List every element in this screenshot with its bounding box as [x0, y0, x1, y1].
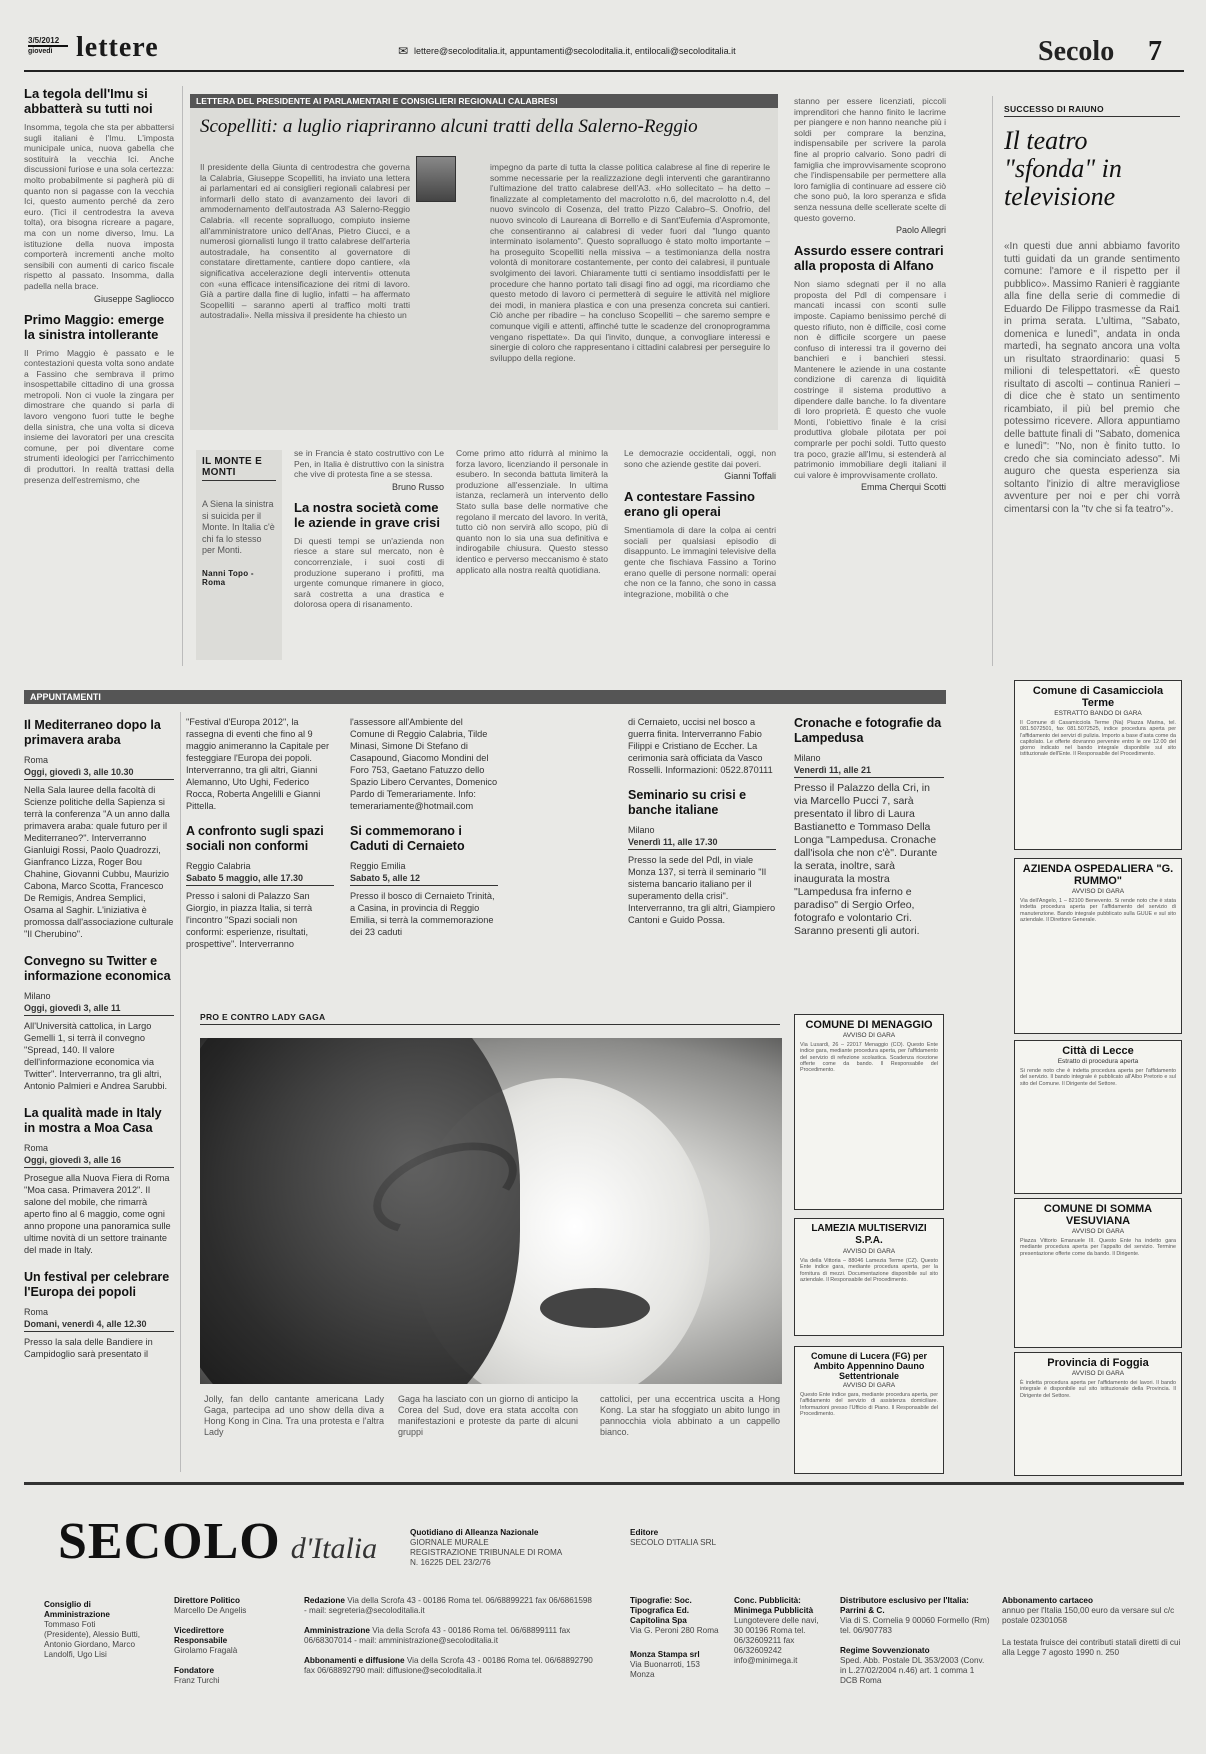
- event-3: [24, 1270, 174, 1360]
- article-body: Il Primo Maggio è passato e le contestazioni questa volta sono andate a Fassino che sembrava il primo insospettabile cittadino di una grossa metropoli. Non ci vuole la zingara per dimostrare che quando si parla di lavoro vengono fuori tutte le beghe della sinistra, che una volta si diceva insieme dei lavoratori per una crescita comune, per poi diventare come strumenti ideologici per l'arricchimento di produttori. In realtà trattasi della presenza dell'estremismo, che: [24, 347, 174, 485]
- article-signature: Gianni Toffali: [724, 471, 776, 482]
- footer-editore: Editore SECOLO D'ITALIA SRL: [630, 1528, 717, 1547]
- lower-col-1: [294, 448, 444, 664]
- event-place: Roma: [24, 1307, 49, 1317]
- article-signature: Giuseppe Sagliocco: [93, 293, 174, 304]
- event-body: "Festival d'Europa 2012", la rassegna di eventi che fino al 9 maggio animeranno la Capitale per festeggiare l'Europa dei popoli. Interverranno, tra gli altri, Gianni Alemanno, Uto Ughi, Federico Rocca, Roberta Angelilli e Gianni Pittella.: [186, 717, 330, 811]
- event-place: Roma: [24, 1143, 49, 1153]
- article-title: La tegola dell'Imu si abbatterà su tutti noi: [24, 86, 153, 116]
- event-date: Venerdì 11, alle 17.30: [628, 836, 776, 850]
- event-place: Roma: [24, 755, 49, 765]
- article-title: La nostra società come le aziende in grave crisi: [294, 499, 440, 530]
- events-col-2: [186, 716, 334, 1006]
- event-place: Milano: [24, 991, 51, 1001]
- footer-col-5: Conc. Pubblicità: Minimega Pubblicità Lungotevere delle navi, 30 00196 Roma tel. 06/32609211 fax 06/32609242 info@minimega.it: [734, 1596, 819, 1665]
- event-title: Si commemorano i Caduti di Cernaieto: [350, 824, 465, 853]
- event-date: Oggi, giovedì 3, alle 16: [24, 1154, 174, 1168]
- footer-info: Quotidiano di Alleanza Nazionale GIORNALE MURALE REGISTRAZIONE TRIBUNALE DI ROMA N. 16225 DEL 23/2/76: [410, 1528, 563, 1567]
- event-body: Prosegue alla Nuova Fiera di Roma "Moa casa. Primavera 2012". Il salone del mobile, che rimarrà aperto fino al 6 maggio, come ogni anno propone una panoramica sulle ultime novità di un settore trainante del made in Italy.: [24, 1173, 171, 1255]
- right-body: «In questi due anni abbiamo favorito tutti guidati da un grande sentimento comune: l'amore e il rispetto per il pubblico». Massimo Ranieri è raggiante alla fine della serie di commedie di Eduardo De Filippo trasmesse da Rai1 in prima serata. L'ultima, "Sabato, domenica e lunedì", andata in onda martedì, ha segnato ancora una volta un risultato straordinario: quasi 5 milioni di telespettatori. «È questo risultato di ascolti – continua Ranieri – di dice che è stato un sentimento ricambiato, il più bel premio che potessimo ricevere. Allora appuntiamo delle battute finali di "Sabato, domenica e lunedì": "No, non è finito tutto. Io credo che sia cominciato adesso". Mi auguro che questa esperienza sia soltanto l'inizio di altre meravigliose avventure per noi e per chi vorrà cimentarsi con la "tv che si fa teatro"».: [1004, 241, 1180, 515]
- sidebar-body: A Siena la sinistra si suicida per il Monte. In Italia c'è chi fa lo stesso per Monti.: [202, 499, 275, 555]
- event-place: Milano: [794, 753, 821, 763]
- footer-rule: [24, 1482, 1184, 1485]
- sidebar-box: [196, 450, 282, 660]
- email-icon: ✉: [398, 44, 409, 58]
- event-0: [24, 718, 174, 940]
- ad-menaggio: COMUNE DI MENAGGIO AVVISO DI GARA Via Lusardi, 26 – 22017 Menaggio (CO). Questo Ente indice gara, mediante procedura aperta, per l'affidamento del servizio di refezione scolastica. Scadenza ricezione offerte come da bando. Il Responsabile del Procedimento.: [794, 1014, 944, 1210]
- events-col-3: [350, 716, 498, 1006]
- photo-caption-3: cattolici, per una eccentrica uscita a Hong Kong. La star ha sfoggiato un abito lungo in pannocchia viola abbinato a un cappello bianco.: [600, 1394, 780, 1437]
- event-date: Domani, venerdì 4, alle 12.30: [24, 1318, 174, 1332]
- hair-shape: [200, 1038, 520, 1384]
- event-1: [24, 954, 174, 1092]
- ad-lecce: Città di Lecce Estratto di procedura aperta Si rende noto che è indetta procedura aperta per l'affidamento del servizio. Il bando integrale è pubblicato all'Albo Pretorio e sul sito del Comune. Il Dirigente del Settore.: [1014, 1040, 1182, 1194]
- events-col-5: [794, 712, 944, 1012]
- article-body: stanno per essere licenziati, piccoli imprenditori che hanno finito le lacrime per piangere e non hanno neanche più i soldi per comprare la benzina, indispensabile per scrivere la parola fine al proprio calvario. Sono padri di famiglia che improvvisamente scoprono che l'indispensabile per permettere alla loro famiglia di continuare ad essere ciò che sono può, la loro speranza e sfida senza nessuna delle scellerate scelte di questo governo.: [794, 96, 946, 223]
- events-col-1: [24, 712, 174, 1472]
- event-date: Venerdì 11, alle 21: [794, 764, 944, 778]
- event-body: Presso i saloni di Palazzo San Giorgio, in piazza Italia, si terrà l'incontro "Spazi sociali non conformi: esperienze, risultati, prospettive". Interverranno: [186, 891, 313, 949]
- footer-logo: SECOLO d'Italia: [58, 1513, 378, 1570]
- author-photo: [416, 156, 456, 202]
- header-rule: [24, 70, 1184, 72]
- event-place: Reggio Calabria: [186, 861, 251, 871]
- left-column: [24, 86, 174, 666]
- event-title: Seminario su crisi e banche italiane: [628, 788, 747, 817]
- photo-kicker: PRO E CONTRO LADY GAGA: [200, 1012, 780, 1025]
- article-body: Di questi tempi se un'azienda non riesce a stare sul mercato, non è concorrenziale, i suoi costi di produzione superano i profitti, ma urgente comunque rimanere in gioco, sarà costretta a una drastica e dolorosa opera di risanamento.: [294, 535, 444, 610]
- main-letter-col1: Il presidente della Giunta di centrodestra che governa la Calabria, Giuseppe Scopelliti, ha inviato una lettera ai parlamentari ed ai consiglieri regionali calabresi per informarli dello stato di avanzamento dei lavori di ammodernamento dell'autostrada A3 Salerno-Reggio Calabria. «Il recente sopralluogo, compiuto insieme all'amministratore unico dell'Anas, Pietro Ciucci, e a numerosi giornalisti lungo il tratto calabrese dell'arteria autostradale, ha consentito al governatore di constatare direttamente, cantiere dopo cantiere, «la significativa accelerazione degli interventi» ottenuta con «una efficace intensificazione dei ritmi di lavoro. Già a partire dalla fine di luglio, infatti – ha affermato Scopelliti – saranno aperti al traffico molti tratti autostradali». Nella missiva il presidente ha chiesto un: [200, 162, 410, 321]
- ad-rummo: AZIENDA OSPEDALIERA "G. RUMMO" AVVISO DI GARA Via dell'Angelo, 1 – 82100 Benevento. Si rende noto che è stata indetta procedura aperta per l'affidamento del servizio di manutenzione. Bando integrale pubblicato sulla GUUE e sul sito aziendale. Il Direttore Generale.: [1014, 858, 1182, 1034]
- event-body: Presso la sede del Pdl, in viale Monza 137, si terrà il seminario "Il sistema bancario italiano per il superamento della crisi". Interverranno, tra gli altri, Giampiero Cantoni e Guido Possa.: [628, 855, 776, 925]
- event-title: Un festival per celebrare l'Europa dei popoli: [24, 1270, 170, 1299]
- sidebar-signature: Nanni Topo - Roma: [202, 568, 254, 587]
- page-number: 7: [1148, 36, 1162, 67]
- event-date: Sabato 5, alle 12: [350, 872, 498, 886]
- article-title: A contestare Fassino erano gli operai: [624, 489, 756, 520]
- main-letter-box: [190, 94, 778, 430]
- header-date: 3/5/2012 giovedì: [28, 36, 68, 56]
- column-rule: [180, 712, 181, 1472]
- lower-col-2: [456, 448, 608, 664]
- section-title: lettere: [76, 32, 159, 63]
- photo-caption-1: Jolly, fan dello cantante americana Lady Gaga, partecipa ad uno show della diva a Hong Kong in Cina. Tra una protesta e l'altra Lady: [204, 1394, 384, 1437]
- main-letter-col2: impegno da parte di tutta la classe politica calabrese al fine di reperire le somme necessarie per la realizzazione degli interventi che garantiranno l'ultimazione del tratto calabrese dell'A3. «Ho sollecitato – ha detto – finalizzate al completamento del macrolotto n.6, del macrolotto n.4, del nuovo svincolo di Cosenza, del tratto Pizzo Calabro–S. Onofrio, del nuovo svincolo di Laureana di Borrello e di Sant'Eufemia d'Aspromonte, che consentiranno ai calabresi di veder fuori dal "lungo quanto interminato isolamento". Questo sopralluogo è stato molto importante – ha proseguito Scopelliti nella missiva – a testimonianza della nostra volontà di monitorare costantemente, per conto dei calabresi, il puntuale svolgimento dei lavori. Chiaramente tutti ci sentiamo insoddisfatti per le procedure che hanno portato tali disagi fino ad oggi, ma ricordiamo che questo metodo di lavoro ci permetterà di seguire le attività nel migliore dei modi, in maniera plastica e con una presenza concreta sui cantieri. Ciò anche per ribadire – ha concluso Scopelliti – che saremo sempre e comunque vigili e attenti, affinché tutte le scadenze del cronoprogramma vengano rispettate». Da qui l'invito, dunque, a convogliare interessi e sinergie di coloro che rappresentano i cittadini calabresi per perseguire lo sviluppo della regione.: [490, 162, 770, 363]
- article-title: Primo Maggio: emerge la sinistra intollerante: [24, 311, 165, 342]
- article-signature: Paolo Allegri: [895, 225, 946, 236]
- event-body: Presso il bosco di Cernaieto Trinità, a Casina, in provincia di Reggio Emilia, si terrà la commemorazione dei 23 caduti: [350, 891, 495, 937]
- footer-col-3: Redazione Via della Scrofa 43 - 00186 Roma tel. 06/68899221 fax 06/6861598 - mail: segreteria@secoloditalia.it Amministrazione Via della Scrofa 43 - 00186 Roma tel. 06/68899111 fax 06/68307014 - mail: amministrazione@secoloditalia.it Abbonamenti e diffusione Via della Scrofa 43 - 00186 Roma tel. 06/68892790 fax 06/68892790 mail: diffusione@secoloditalia.it: [304, 1596, 593, 1675]
- header-emails: lettere@secoloditalia.it, appuntamenti@secoloditalia.it, entilocali@secoloditalia.it: [414, 46, 736, 56]
- footer-col-2: Direttore Politico Marcello De Angelis Vicedirettore Responsabile Girolamo Fragalà Fondatore Franz Turchi: [174, 1596, 247, 1685]
- mid-column: [794, 96, 946, 666]
- article-title: Assurdo essere contrari alla proposta di Alfano: [794, 243, 944, 274]
- lower-col-3: [624, 448, 776, 664]
- event-date: Oggi, giovedì 3, alle 11: [24, 1002, 174, 1016]
- ad-casamicciola: Comune di Casamicciola Terme ESTRATTO BANDO DI GARA Il Comune di Casamicciola Terme (Na) Piazza Marina, tel. 081.5072501, fax 081.5072525, indice procedura aperta per l'affidamento dei servizi di pulizia. Importo a base d'asta come da capitolato. Le offerte dovranno pervenire entro le ore 12.00 del giorno indicato nel bando integrale disponibile sul sito istituzionale dell'Ente. Il Responsabile del Procedimento.: [1014, 680, 1182, 850]
- right-title: Il teatro "sfonda" in televisione: [1004, 126, 1122, 211]
- event-body: l'assessore all'Ambiente del Comune di Reggio Calabria, Tilde Minasi, Simone Di Stefano di Casapound, Giacomo Mondini del Foro 753, Gaetano Fatuzzo dello Spazio Libero Cervantes, Domenico Pardo di Temerariamente. Info: temerariamente@hotmail.com: [350, 717, 498, 811]
- footer-col-1: Consiglio di Amministrazione Tommaso Foti (Presidente), Alessio Butti, Antonio Giordano, Marco Landolfi, Ugo Lisi: [44, 1600, 141, 1659]
- event-title: A confronto sugli spazi sociali non conformi: [186, 824, 324, 853]
- ad-lamezia: LAMEZIA MULTISERVIZI S.P.A. AVVISO DI GARA Via della Vittoria – 88046 Lamezia Terme (CZ). Questo Ente indice gara, mediante procedura aperta, per la fornitura di mezzi. Documentazione disponibile sul sito aziendale. Il Responsabile del Procedimento.: [794, 1218, 944, 1336]
- event-title: Cronache e fotografie da Lampedusa: [794, 716, 942, 745]
- column-rule: [992, 96, 993, 666]
- main-letter-title: Scopelliti: a luglio riapriranno alcuni tratti della Salerno-Reggio: [200, 116, 698, 137]
- main-letter-kicker: LETTERA DEL PRESIDENTE AI PARLAMENTARI E CONSIGLIERI REGIONALI CALABRESI: [190, 94, 778, 108]
- event-title: Convegno su Twitter e informazione economica: [24, 954, 171, 983]
- event-body: di Cernaieto, uccisi nel bosco a guerra finita. Interverranno Fabio Filippi e Cristiano de Eccher. La cerimonia sarà officiata da Vasco Rosselli. Informazioni: 0522.870111: [628, 717, 773, 775]
- event-date: Sabato 5 maggio, alle 17.30: [186, 872, 334, 886]
- column-rule: [182, 86, 183, 666]
- ad-somma-vesuviana: COMUNE DI SOMMA VESUVIANA AVVISO DI GARA Piazza Vittorio Emanuele III. Questo Ente ha indetto gara mediante procedura aperta per l'appalto del servizio. Termine presentazione offerte come da bando. Il Dirigente.: [1014, 1198, 1182, 1348]
- article-body: Insomma, tegola che sta per abbattersi sugli italiani è l'Imu. L'imposta municipale unica, nuova gabella che sostituirà la vecchia Ici. Anche discussioni furiose e una sola certezza: molto probabilmente si pagherà più di quanto non si pagasse con la vecchia Ici, questo aumento perché da zero euro. (Tici il centrodestra la aveva tolta), ora bisogna ricreare a pagare, ma con un nome diverso, Imu. La istituzione della nuova imposta comporterà incrementi anche molto sensibili con aumenti di carico fiscale rispetto al passato. Insomma, dalla padella nella brace.: [24, 122, 174, 291]
- event-place: Milano: [628, 825, 655, 835]
- footer-col-4: Tipografie: Soc. Tipografica Ed. Capitolina Spa Via G. Peroni 280 Roma Monza Stampa srl Via Buonarroti, 153 Monza: [630, 1596, 719, 1679]
- right-column: [1004, 104, 1180, 664]
- event-body: All'Università cattolica, in Largo Gemelli 1, si terrà il convegno "Spread, 140. Il valore dell'informazione economica via Twitter". Interverranno, tra gli altri, Antonio Palmieri e Andrea Sarubbi.: [24, 1021, 168, 1091]
- event-2: [24, 1106, 174, 1256]
- ad-lucera: Comune di Lucera (FG) per Ambito Appennino Dauno Settentrionale AVVISO DI GARA Questo Ente indice gara, mediante procedura aperta, per l'affidamento del servizio di assistenza domiciliare. Informazioni presso l'Ufficio di Piano. Il Responsabile del Procedimento.: [794, 1346, 944, 1474]
- ad-foggia: Provincia di Foggia AVVISO DI GARA È indetta procedura aperta per l'affidamento dei lavori. Il bando integrale è disponibile sul sito istituzionale della Provincia. Il Dirigente del Settore.: [1014, 1352, 1182, 1476]
- lips-shape: [540, 1288, 650, 1328]
- lady-gaga-photo: [200, 1038, 782, 1384]
- article-signature: Emma Cherqui Scotti: [860, 482, 946, 493]
- event-body: Nella Sala lauree della facoltà di Scienze politiche della Sapienza si terrà la conferenza "A un anno dalla primavera araba: quale futuro per il Mediterraneo?". Interverranno Gianluigi Rossi, Paolo Quadrozzi, Gianfranco Lizza, Roger Bou Chahine, Giovanni Cubbu, Maurizio Cabona, Marco Scotta, Francesco De Remigis, Andrea Semplici, Osama al Saghir. L'iniziativa è promossa dall'associazione culturale "Il Cherubino".: [24, 785, 174, 939]
- event-place: Reggio Emilia: [350, 861, 406, 871]
- events-col-4: [628, 716, 776, 1006]
- article-body: Non siamo sdegnati per il no alla proposta del Pdl di compensare i mancati incassi con sconti sulle imposte. Capiamo benissimo perché di questo rifiuto, non è difficile, così come non è difficile scorgere un paese confuso di interessi tra il governo dei banchieri e i banchieri stessi. Mantenere le aziende in una costante condizione di carenza di liquidità costringe il sistema produttivo a dipendere dalle banche. Io fa diventare di loro proprietà. È questo che vuole Monti, l'obiettivo finale è la crisi produttiva globale pilotata per poi comprarle per pochi soldi. Tutto questo tra poco, grazie all'Imu, si estenderà al patrimonio immobiliare degli italiani il cui valore è improvvisamente crollato.: [794, 279, 946, 480]
- right-kicker: SUCCESSO DI RAIUNO: [1004, 104, 1180, 117]
- event-title: Il Mediterraneo dopo la primavera araba: [24, 718, 161, 747]
- article-body: Le democrazie occidentali, oggi, non sono che aziende gestite dai poveri.: [624, 448, 776, 469]
- appuntamenti-bar: APPUNTAMENTI: [24, 690, 946, 704]
- paper-name: Secolo: [1038, 36, 1115, 67]
- article-signature: Bruno Russo: [391, 481, 444, 492]
- event-title: La qualità made in Italy in mostra a Moa Casa: [24, 1106, 162, 1135]
- event-body: Presso il Palazzo della Cri, in via Marcello Pucci 7, sarà presentato il libro di Laura Bastianetto e Tommaso Della Longa "Lampedusa. Cronache dall'isola che non c'è". Durante la serata, inoltre, sarà inaugurata la mostra "Lampedusa fra inferno e paradiso" di Sergio Orfeo, fotografo e volontario Cri. Saranno presenti gli autori.: [794, 782, 938, 937]
- event-date: Oggi, giovedì 3, alle 10.30: [24, 766, 174, 780]
- article-body: se in Francia è stato costruttivo con Le Pen, in Italia è distruttivo con la sinistra che vive di protesta fine a se stessa.: [294, 448, 444, 480]
- photo-caption-2: Gaga ha lasciato con un giorno di anticipo la Corea del Sud, dove era stata accolta con manifestazioni e proteste da parte di alcuni gruppi: [398, 1394, 578, 1437]
- sidebar-title: IL MONTE E MONTI: [202, 456, 276, 481]
- footer-col-7: Abbonamento cartaceo annuo per l'Italia 150,00 euro da versare sul c/c postale 02301058 La testata fruisce dei contributi statali diretti di cui alla Legge 7 agosto 1990 n. 250: [1002, 1596, 1181, 1657]
- event-body: Presso la sala delle Bandiere in Campidoglio sarà presentato il: [24, 1337, 153, 1359]
- article-body: Smentiamola di dare la colpa ai centri sociali per qualsiasi episodio di disappunto. Le immagini televisive della gente che fischiava Fassino a Torino erano quelle di persone normali: operai che non ce la fanno, che sono in cassa integrazione, mobilità o che: [624, 525, 776, 599]
- article-body: Come primo atto ridurrà al minimo la forza lavoro, licenziando il personale in esubero. In seconda battuta limiterà la produzione all'essenziale. In ultima istanza, reclamerà un intervento dello Stato sulla base delle normative che regolano il mercato del lavoro. In verità, tutto ciò non servirà allo scopo, più di quanto non lo sia una sua definitiva e indirogabile chiusura. Questo stesso identico e perverso meccanismo è stato applicato alla nostra realtà quotidiana.: [456, 448, 608, 575]
- footer-col-6: Distributore esclusivo per l'Italia: Parrini & C. Via di S. Cornelia 9 00060 Formello (Rm) tel. 06/907783 Regime Sovvenzionato Sped. Abb. Postale DL 353/2003 (Conv. in L.27/02/2004 n.46) art. 1 comma 1 DCB Roma: [840, 1596, 990, 1685]
